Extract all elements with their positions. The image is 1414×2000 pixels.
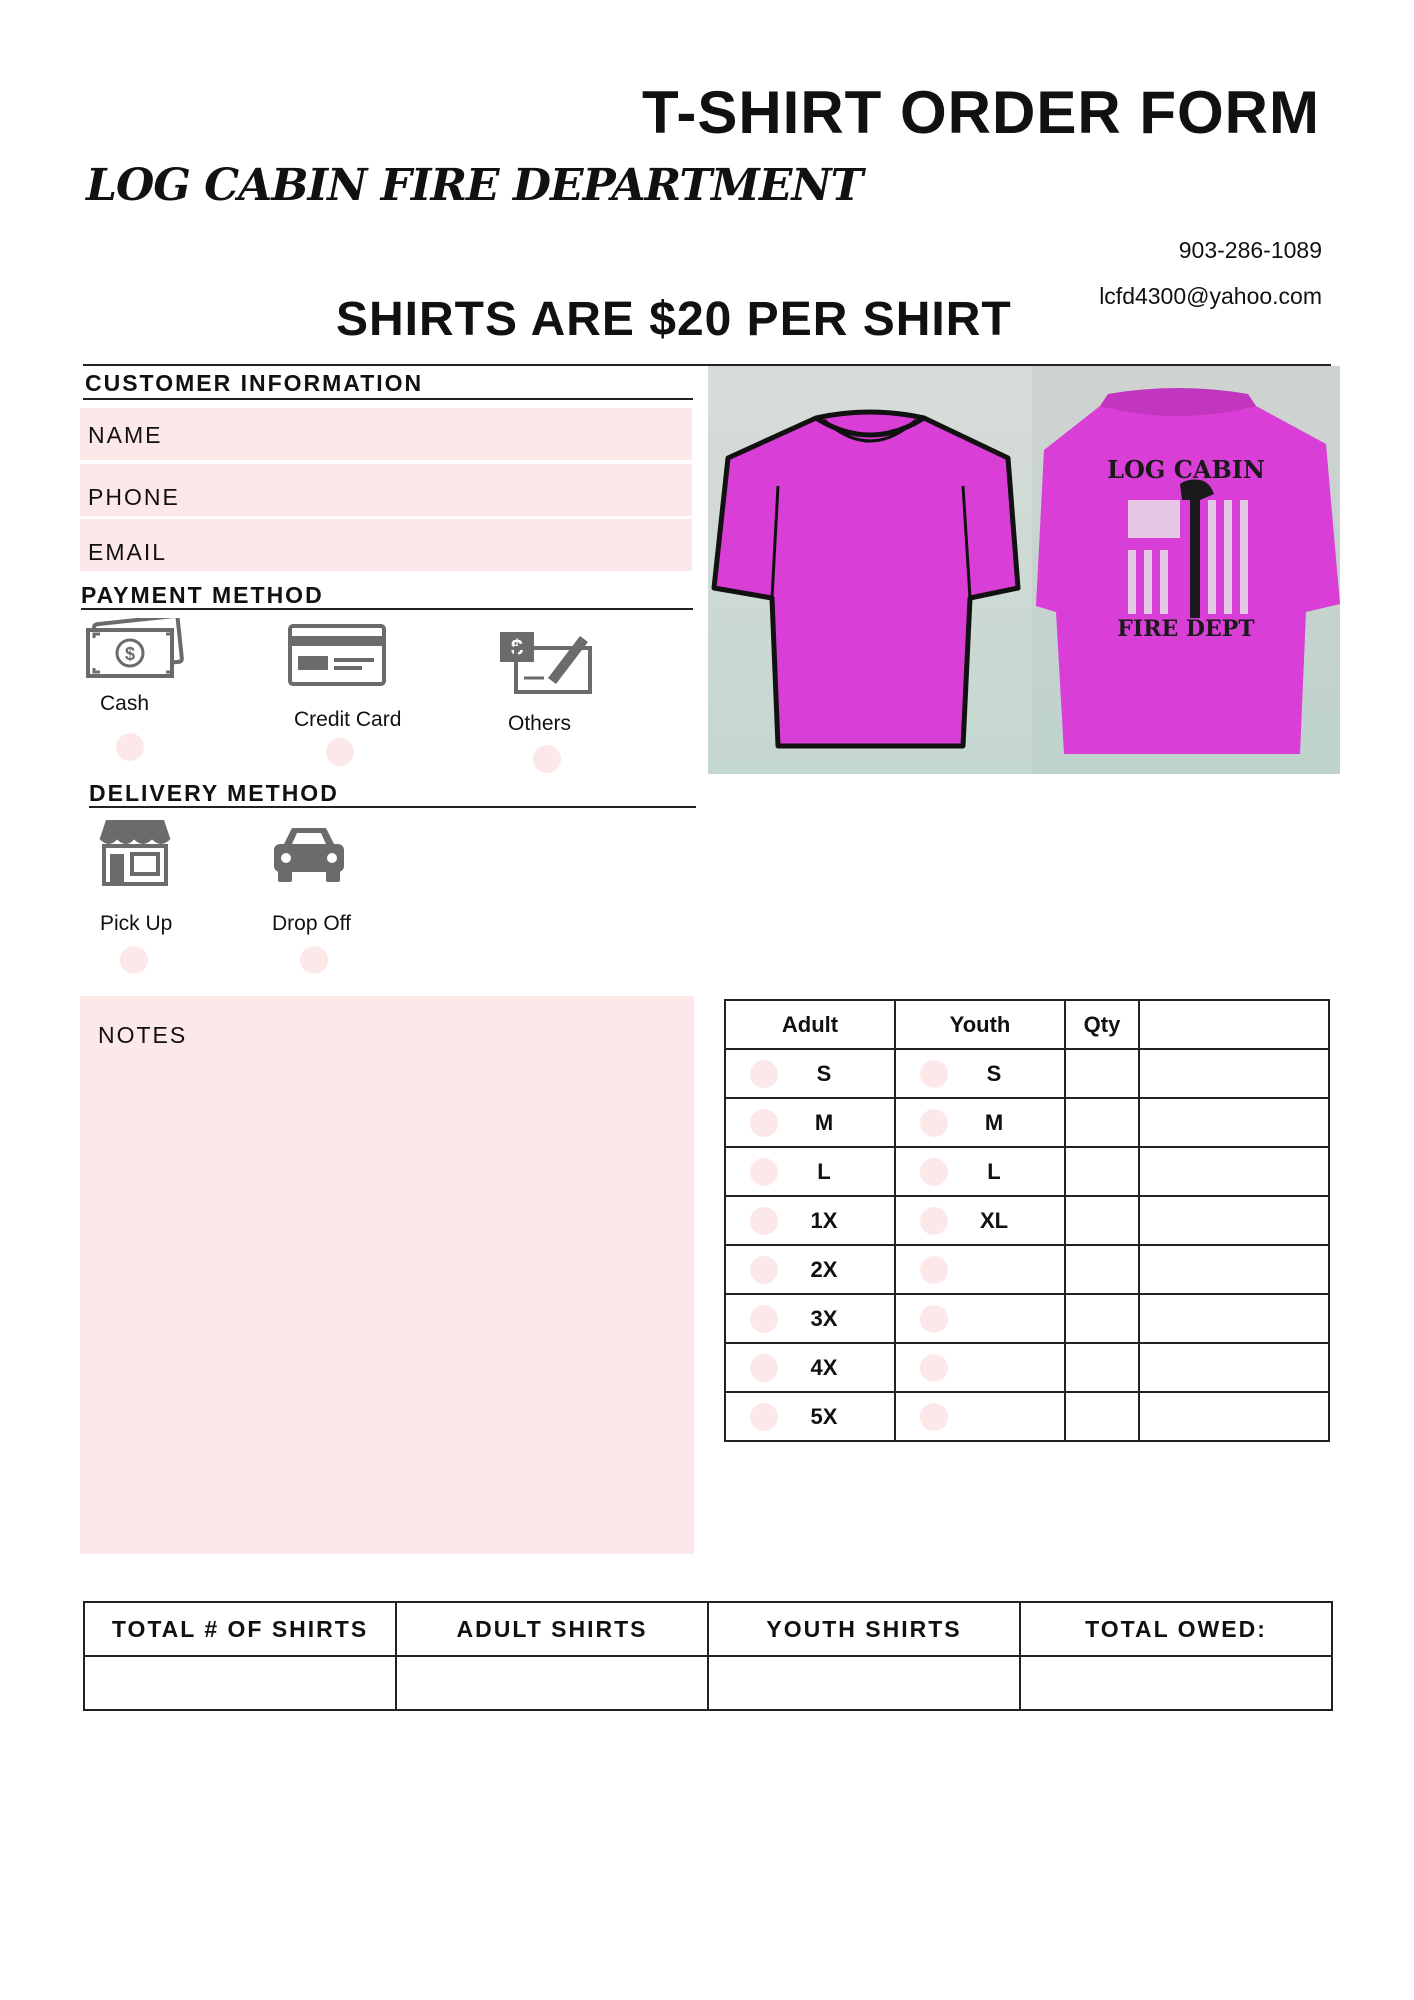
qty-cell[interactable]: [1065, 1196, 1139, 1245]
extra-cell[interactable]: [1139, 1049, 1329, 1098]
adult-size-radio[interactable]: [750, 1158, 778, 1186]
svg-text:$: $: [124, 644, 136, 664]
delivery-divider: [89, 806, 696, 808]
price-banner: SHIRTS ARE $20 PER SHIRT: [336, 293, 1012, 346]
store-icon: [98, 818, 172, 886]
qty-cell[interactable]: [1065, 1343, 1139, 1392]
youth-header: Youth: [895, 1000, 1065, 1049]
qty-cell[interactable]: [1065, 1392, 1139, 1441]
adult-size-radio[interactable]: [750, 1354, 778, 1382]
youth-size-cell[interactable]: [895, 1392, 1065, 1441]
adult-size-radio[interactable]: [750, 1060, 778, 1088]
youth-size-radio[interactable]: [920, 1354, 948, 1382]
email-label: EMAIL: [88, 539, 168, 565]
extra-cell[interactable]: [1139, 1147, 1329, 1196]
total-shirts-header: TOTAL # OF SHIRTS: [84, 1602, 396, 1656]
extra-cell[interactable]: [1139, 1245, 1329, 1294]
pick-up-radio[interactable]: [120, 946, 148, 974]
youth-size-label: XL: [979, 1207, 1009, 1233]
cash-icon: [84, 618, 184, 684]
youth-shirts-value[interactable]: [708, 1656, 1020, 1710]
phone-field[interactable]: [80, 464, 692, 516]
youth-size-radio[interactable]: [920, 1256, 948, 1284]
extra-cell[interactable]: [1139, 1196, 1329, 1245]
extra-cell[interactable]: [1139, 1098, 1329, 1147]
extra-cell[interactable]: [1139, 1343, 1329, 1392]
adult-size-cell[interactable]: [725, 1294, 895, 1343]
adult-size-cell[interactable]: [725, 1147, 895, 1196]
table-row: [725, 1392, 1329, 1441]
customer-info-heading: CUSTOMER INFORMATION: [85, 370, 424, 396]
size-table: [724, 999, 1330, 1442]
back-shirt: [1036, 401, 1340, 754]
notes-label: NOTES: [98, 1022, 188, 1048]
phone-label: PHONE: [88, 484, 180, 510]
department-name: LOG CABIN FIRE DEPARTMENT: [86, 160, 863, 211]
customer-divider: [83, 398, 693, 400]
total-owed-value[interactable]: [1020, 1656, 1332, 1710]
youth-shirts-header: YOUTH SHIRTS: [708, 1602, 1020, 1656]
table-row: [725, 1343, 1329, 1392]
adult-size-radio[interactable]: [750, 1403, 778, 1431]
table-row: [725, 1294, 1329, 1343]
adult-size-label: 1X: [810, 1207, 838, 1233]
adult-shirts-header: ADULT SHIRTS: [396, 1602, 708, 1656]
adult-size-label: M: [814, 1109, 834, 1135]
back-print-line1: LOG CABIN: [1107, 455, 1265, 484]
youth-size-cell[interactable]: [895, 1049, 1065, 1098]
qty-header: Qty: [1065, 1000, 1139, 1049]
adult-size-radio[interactable]: [750, 1256, 778, 1284]
adult-header: Adult: [725, 1000, 895, 1049]
delivery-method-heading: DELIVERY METHOD: [89, 780, 339, 806]
total-owed-header: TOTAL OWED:: [1020, 1602, 1332, 1656]
youth-size-radio[interactable]: [920, 1305, 948, 1333]
youth-size-cell[interactable]: [895, 1294, 1065, 1343]
size-table-header-row: [725, 1000, 1329, 1049]
adult-size-label: 4X: [810, 1354, 838, 1380]
shirt-photos: [708, 366, 1340, 774]
adult-size-cell[interactable]: [725, 1343, 895, 1392]
adult-size-label: S: [816, 1060, 832, 1086]
adult-size-label: L: [817, 1158, 831, 1184]
car-icon: [270, 822, 348, 886]
totals-table: [83, 1601, 1333, 1711]
adult-size-cell[interactable]: [725, 1049, 895, 1098]
drop-off-radio[interactable]: [300, 946, 328, 974]
drop-off-label: Drop Off: [272, 912, 351, 935]
youth-size-cell[interactable]: [895, 1098, 1065, 1147]
credit-card-radio[interactable]: [326, 738, 354, 766]
qty-cell[interactable]: [1065, 1245, 1139, 1294]
adult-size-cell[interactable]: [725, 1245, 895, 1294]
contact-phone: 903-286-1089: [1178, 237, 1322, 263]
adult-size-label: 2X: [810, 1256, 838, 1282]
youth-size-radio[interactable]: [920, 1158, 948, 1186]
adult-size-radio[interactable]: [750, 1109, 778, 1137]
youth-size-cell[interactable]: [895, 1196, 1065, 1245]
qty-cell[interactable]: [1065, 1147, 1139, 1196]
youth-size-label: M: [984, 1109, 1004, 1135]
cash-radio[interactable]: [116, 733, 144, 761]
totals-value-row: [84, 1656, 1332, 1710]
blank-header: [1139, 1000, 1329, 1049]
adult-size-radio[interactable]: [750, 1207, 778, 1235]
qty-cell[interactable]: [1065, 1098, 1139, 1147]
adult-size-radio[interactable]: [750, 1305, 778, 1333]
email-field[interactable]: [80, 519, 692, 571]
youth-size-cell[interactable]: [895, 1343, 1065, 1392]
qty-cell[interactable]: [1065, 1049, 1139, 1098]
table-row: [725, 1196, 1329, 1245]
table-row: [725, 1049, 1329, 1098]
back-print-line2: FIRE DEPT: [1117, 616, 1255, 642]
youth-size-cell[interactable]: [895, 1147, 1065, 1196]
youth-size-radio[interactable]: [920, 1207, 948, 1235]
contact-email: lcfd4300@yahoo.com: [1099, 283, 1322, 309]
cash-label: Cash: [100, 692, 150, 715]
totals-header-row: [84, 1602, 1332, 1656]
notes-area[interactable]: [80, 996, 694, 1554]
credit-card-label: Credit Card: [294, 708, 402, 731]
table-row: [725, 1147, 1329, 1196]
extra-cell[interactable]: [1139, 1294, 1329, 1343]
adult-size-cell[interactable]: [725, 1098, 895, 1147]
youth-size-label: L: [987, 1158, 1001, 1184]
table-row: [725, 1098, 1329, 1147]
credit-card-icon: [288, 624, 388, 688]
table-row: [725, 1245, 1329, 1294]
payment-method-heading: PAYMENT METHOD: [81, 582, 324, 608]
name-field[interactable]: [80, 408, 692, 460]
adult-shirts-value[interactable]: [396, 1656, 708, 1710]
name-label: NAME: [88, 422, 163, 448]
qty-cell[interactable]: [1065, 1294, 1139, 1343]
extra-cell[interactable]: [1139, 1392, 1329, 1441]
adult-size-label: 3X: [810, 1305, 838, 1331]
pick-up-label: Pick Up: [100, 912, 173, 935]
others-radio[interactable]: [533, 745, 561, 773]
total-shirts-value[interactable]: [84, 1656, 396, 1710]
youth-size-label: S: [986, 1060, 1002, 1086]
youth-size-radio[interactable]: [920, 1060, 948, 1088]
form-title: T-SHIRT ORDER FORM: [642, 79, 1320, 146]
adult-size-label: 5X: [810, 1403, 838, 1429]
youth-size-radio[interactable]: [920, 1403, 948, 1431]
youth-size-cell[interactable]: [895, 1245, 1065, 1294]
svg-text:$: $: [510, 635, 524, 660]
adult-size-cell[interactable]: [725, 1196, 895, 1245]
adult-size-cell[interactable]: [725, 1392, 895, 1441]
check-icon: [498, 622, 594, 694]
payment-divider: [81, 608, 693, 610]
others-label: Others: [508, 712, 572, 735]
youth-size-radio[interactable]: [920, 1109, 948, 1137]
